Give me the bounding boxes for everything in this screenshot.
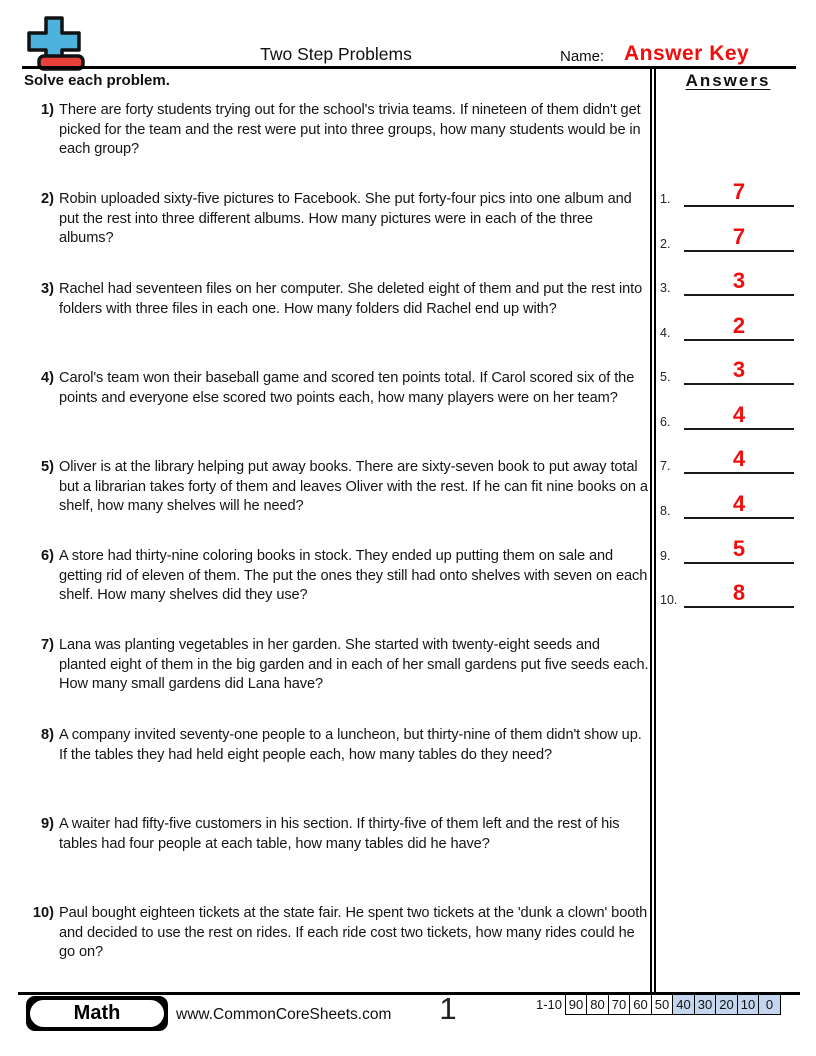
- score-range-label: 1-10: [535, 997, 562, 1012]
- answer-blank-line: [684, 339, 794, 341]
- problem-text: Rachel had seventeen files on her computer. She deleted eight of them and put the rest into folders with three files in each one. How many folders did Rachel end up with?: [59, 281, 643, 317]
- problem-6: [22, 547, 649, 606]
- problem-text: There are forty students trying out for the school's trivia teams. If nineteen of them didn't get picked for the team and the rest were put into three groups, how many students would be in each group?: [59, 102, 641, 158]
- answer-blank-line: [684, 383, 794, 385]
- answer-value: 3: [732, 268, 746, 293]
- score-cell-90: 90: [565, 994, 588, 1015]
- answer-blank-line: [684, 205, 794, 207]
- score-cell-60: 60: [629, 994, 652, 1015]
- score-cell-20: 20: [715, 994, 738, 1015]
- score-cell-80: 80: [586, 994, 609, 1015]
- answer-row-6: [658, 396, 816, 430]
- problem-number: 8): [41, 727, 54, 743]
- answer-number: 8.: [660, 504, 671, 518]
- problem-text: Robin uploaded sixty-five pictures to Facebook. She put forty-four pics into one album and put the rest into three different albums. How many pictures were in each of the three albums?: [59, 191, 632, 247]
- answer-number: 4.: [660, 326, 671, 340]
- problem-5: [22, 458, 649, 517]
- score-cell-0: 0: [758, 994, 781, 1015]
- score-cell-70: 70: [608, 994, 631, 1015]
- page-number: 1: [439, 991, 457, 1026]
- answer-number: 3.: [660, 281, 671, 295]
- problem-3: [22, 280, 649, 319]
- answer-value: 8: [732, 580, 746, 605]
- problem-number: 1): [41, 102, 54, 118]
- problem-9: [22, 815, 649, 854]
- problem-text: Paul bought eighteen tickets at the state fair. He spent two tickets at the 'dunk a clown' booth and decided to use the rest on rides. If each ride cost two tickets, how many rides could he go on?: [59, 905, 648, 961]
- answer-value: 2: [732, 313, 746, 338]
- answer-value: 3: [732, 357, 746, 382]
- problem-number: 6): [41, 548, 54, 564]
- instructions-text: Solve each problem.: [24, 72, 170, 89]
- website-url: www.CommonCoreSheets.com: [176, 1006, 392, 1023]
- score-cell-50: 50: [651, 994, 674, 1015]
- answer-blank-line: [684, 250, 794, 252]
- answer-row-5: [658, 351, 816, 385]
- page-title: Two Step Problems: [260, 44, 412, 64]
- math-subject-label: Math: [30, 1000, 164, 1027]
- answer-row-10: [658, 574, 816, 608]
- answer-blank-line: [684, 606, 794, 608]
- answer-row-1: [658, 173, 816, 207]
- score-cell-40: 40: [672, 994, 695, 1015]
- problem-8: [22, 726, 649, 765]
- problem-text: Lana was planting vegetables in her garden. She started with twenty-eight seeds and planted eight of them in the big garden and in each of her small gardens put five seeds each. How many small gardens did Lana have?: [59, 637, 649, 693]
- column-divider: [650, 68, 656, 992]
- answer-number: 2.: [660, 237, 671, 251]
- problem-1: [22, 101, 649, 160]
- problem-text: Carol's team won their baseball game and scored ten points total. If Carol scored six of the points and everyone else scored two points each, how many players were on her team?: [59, 370, 635, 406]
- answer-number: 9.: [660, 549, 671, 563]
- answer-blank-line: [684, 428, 794, 430]
- answer-number: 7.: [660, 459, 671, 473]
- name-value-answer-key: Answer Key: [624, 42, 750, 65]
- answer-value: 4: [732, 446, 746, 471]
- answer-value: 7: [732, 224, 746, 249]
- answer-value: 7: [732, 179, 746, 204]
- answer-number: 1.: [660, 192, 671, 206]
- answer-value: 4: [732, 491, 746, 516]
- problem-number: 10): [32, 905, 54, 921]
- answers-title: Answers: [685, 71, 771, 90]
- answer-blank-line: [684, 294, 794, 296]
- score-cell-30: 30: [694, 994, 717, 1015]
- score-cell-10: 10: [737, 994, 760, 1015]
- problem-text: A company invited seventy-one people to a luncheon, but thirty-nine of them didn't show up. If the tables they had held eight people each, how many tables do they need?: [59, 727, 642, 763]
- answer-number: 6.: [660, 415, 671, 429]
- problem-text: A store had thirty-nine coloring books in stock. They ended up putting them on sale and getting rid of eleven of them. The put the ones they still had onto shelves with seven on each shelf. How many shelves did they use?: [59, 548, 648, 604]
- problem-number: 3): [41, 281, 54, 297]
- answer-blank-line: [684, 562, 794, 564]
- answer-row-3: [658, 262, 816, 296]
- answer-row-7: [658, 440, 816, 474]
- answer-blank-line: [684, 517, 794, 519]
- answers-panel: [658, 68, 816, 992]
- answer-number: 10.: [660, 593, 678, 607]
- problem-text: A waiter had fifty-five customers in his section. If thirty-five of them left and the rest of his tables had four people at each table, how many tables did he have?: [59, 816, 620, 852]
- problem-number: 2): [41, 191, 54, 207]
- problem-number: 9): [41, 816, 54, 832]
- problem-text: Oliver is at the library helping put away books. There are sixty-seven book to put away total but a librarian takes forty of them and leaves Oliver with the rest. If he can fit nine books on a shelf, how many shelves will he need?: [59, 459, 648, 515]
- answer-row-4: [658, 307, 816, 341]
- problem-4: [22, 369, 649, 408]
- answer-value: 4: [732, 402, 746, 427]
- score-grid: [566, 994, 781, 1015]
- problem-number: 5): [41, 459, 54, 475]
- answer-value: 5: [732, 536, 746, 561]
- answer-number: 5.: [660, 370, 671, 384]
- answer-blank-line: [684, 472, 794, 474]
- problem-number: 7): [41, 637, 54, 653]
- problem-number: 4): [41, 370, 54, 386]
- answer-row-8: [658, 485, 816, 519]
- problem-7: [22, 636, 649, 695]
- name-label: Name:: [560, 48, 605, 65]
- answer-row-9: [658, 530, 816, 564]
- problem-10: [22, 904, 649, 963]
- answer-row-2: [658, 218, 816, 252]
- math-subject-badge: [26, 996, 168, 1031]
- problem-2: [22, 190, 649, 249]
